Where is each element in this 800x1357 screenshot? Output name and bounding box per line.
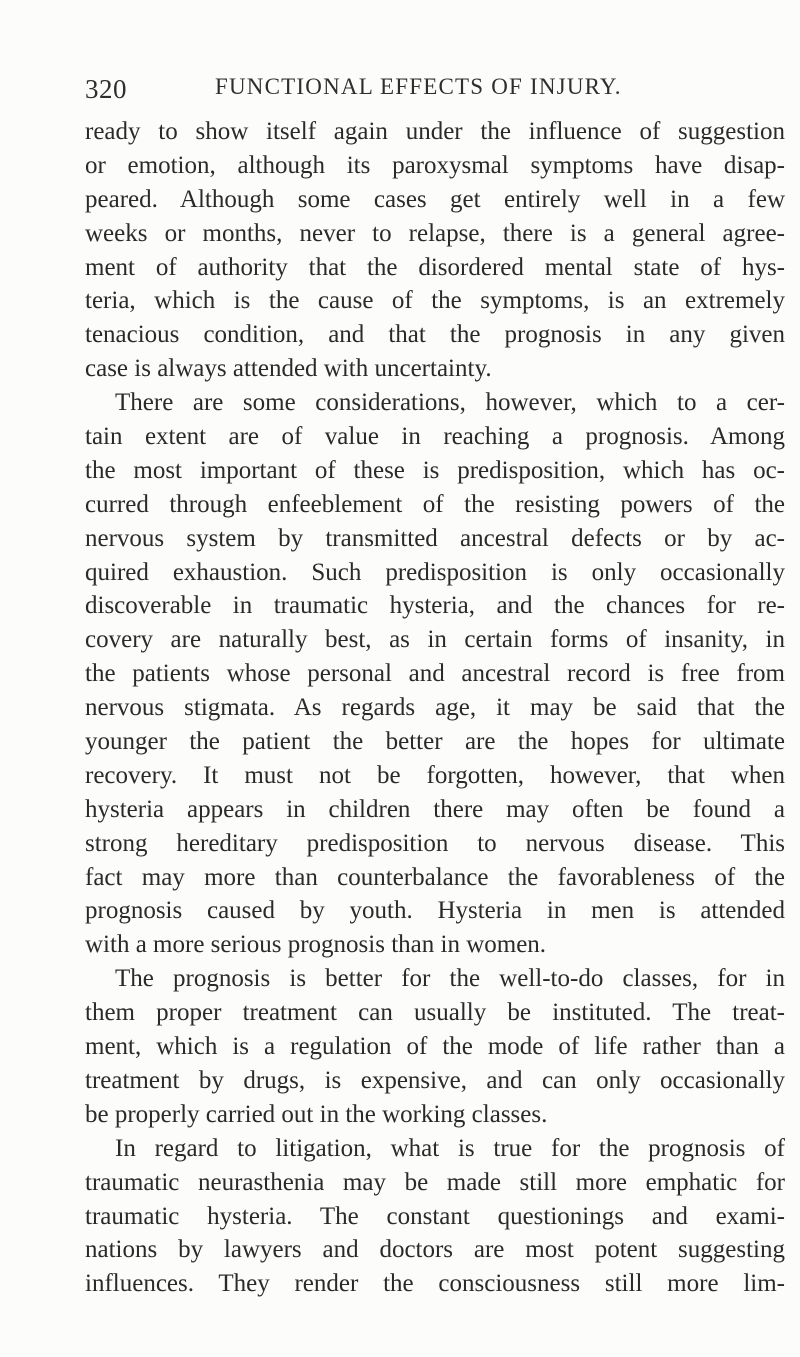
text-line: nations by lawyers and doctors are most potent suggesting (85, 1236, 785, 1264)
paragraph-start-line: There are some considerations, however, which to a cer- (115, 389, 785, 417)
text-line: traumatic hysteria. The constant questionings and exami- (85, 1202, 785, 1230)
text-line: them proper treatment can usually be instituted. The treat- (85, 999, 785, 1027)
text-line: covery are naturally best, as in certain forms of insanity, in (85, 626, 785, 654)
paragraph-end-line: be properly carried out in the working classes. (85, 1100, 548, 1128)
text-line: teria, which is the cause of the symptoms, is an extremely (85, 287, 785, 315)
text-line: tain extent are of value in reaching a prognosis. Among (85, 423, 785, 451)
text-line: ment, which is a regulation of the mode of life rather than a (85, 1033, 785, 1061)
text-line: influences. They render the consciousness still more lim- (85, 1270, 785, 1298)
text-line: nervous stigmata. As regards age, it may be said that the (85, 694, 785, 722)
text-line: recovery. It must not be forgotten, however, that when (85, 761, 785, 789)
paragraph-end-line: with a more serious prognosis than in women. (85, 931, 547, 959)
text-line: quired exhaustion. Such predisposition is only occasionally (85, 558, 785, 586)
page-number: 320 (85, 74, 127, 104)
paragraph-start-line: In regard to litigation, what is true for the prognosis of (115, 1134, 785, 1162)
text-line: or emotion, although its paroxysmal symptoms have disap- (85, 151, 785, 179)
text-line: discoverable in traumatic hysteria, and the chances for re- (85, 592, 785, 620)
text-line: the most important of these is predisposition, which has oc- (85, 456, 785, 484)
text-line: nervous system by transmitted ancestral defects or by ac- (85, 524, 785, 552)
text-line: tenacious condition, and that the prognosis in any given (85, 321, 785, 349)
text-line: the patients whose personal and ancestral record is free from (85, 660, 785, 688)
paragraph-end-line: case is always attended with uncertainty. (85, 355, 492, 383)
text-line: younger the patient the better are the hopes for ultimate (85, 728, 785, 756)
text-line: strong hereditary predisposition to nervous disease. This (85, 829, 785, 857)
text-line: ment of authority that the disordered mental state of hys- (85, 253, 785, 281)
text-line: peared. Although some cases get entirely well in a few (85, 185, 785, 213)
text-line: curred through enfeeblement of the resisting powers of the (85, 490, 785, 518)
text-line: traumatic neurasthenia may be made still more emphatic for (85, 1168, 785, 1196)
text-line: weeks or months, never to relapse, there is a general agree- (85, 219, 785, 247)
text-line: prognosis caused by youth. Hysteria in men is attended (85, 897, 785, 925)
text-line: treatment by drugs, is expensive, and can only occasionally (85, 1066, 785, 1094)
text-line: fact may more than counterbalance the favorableness of the (85, 863, 785, 891)
text-line: hysteria appears in children there may often be found a (85, 795, 785, 823)
body-text (85, 115, 785, 1301)
text-line: ready to show itself again under the influence of suggestion (85, 118, 785, 145)
running-head: FUNCTIONAL EFFECTS OF INJURY. (215, 74, 622, 99)
paragraph-start-line: The prognosis is better for the well-to-do classes, for in (115, 965, 785, 993)
